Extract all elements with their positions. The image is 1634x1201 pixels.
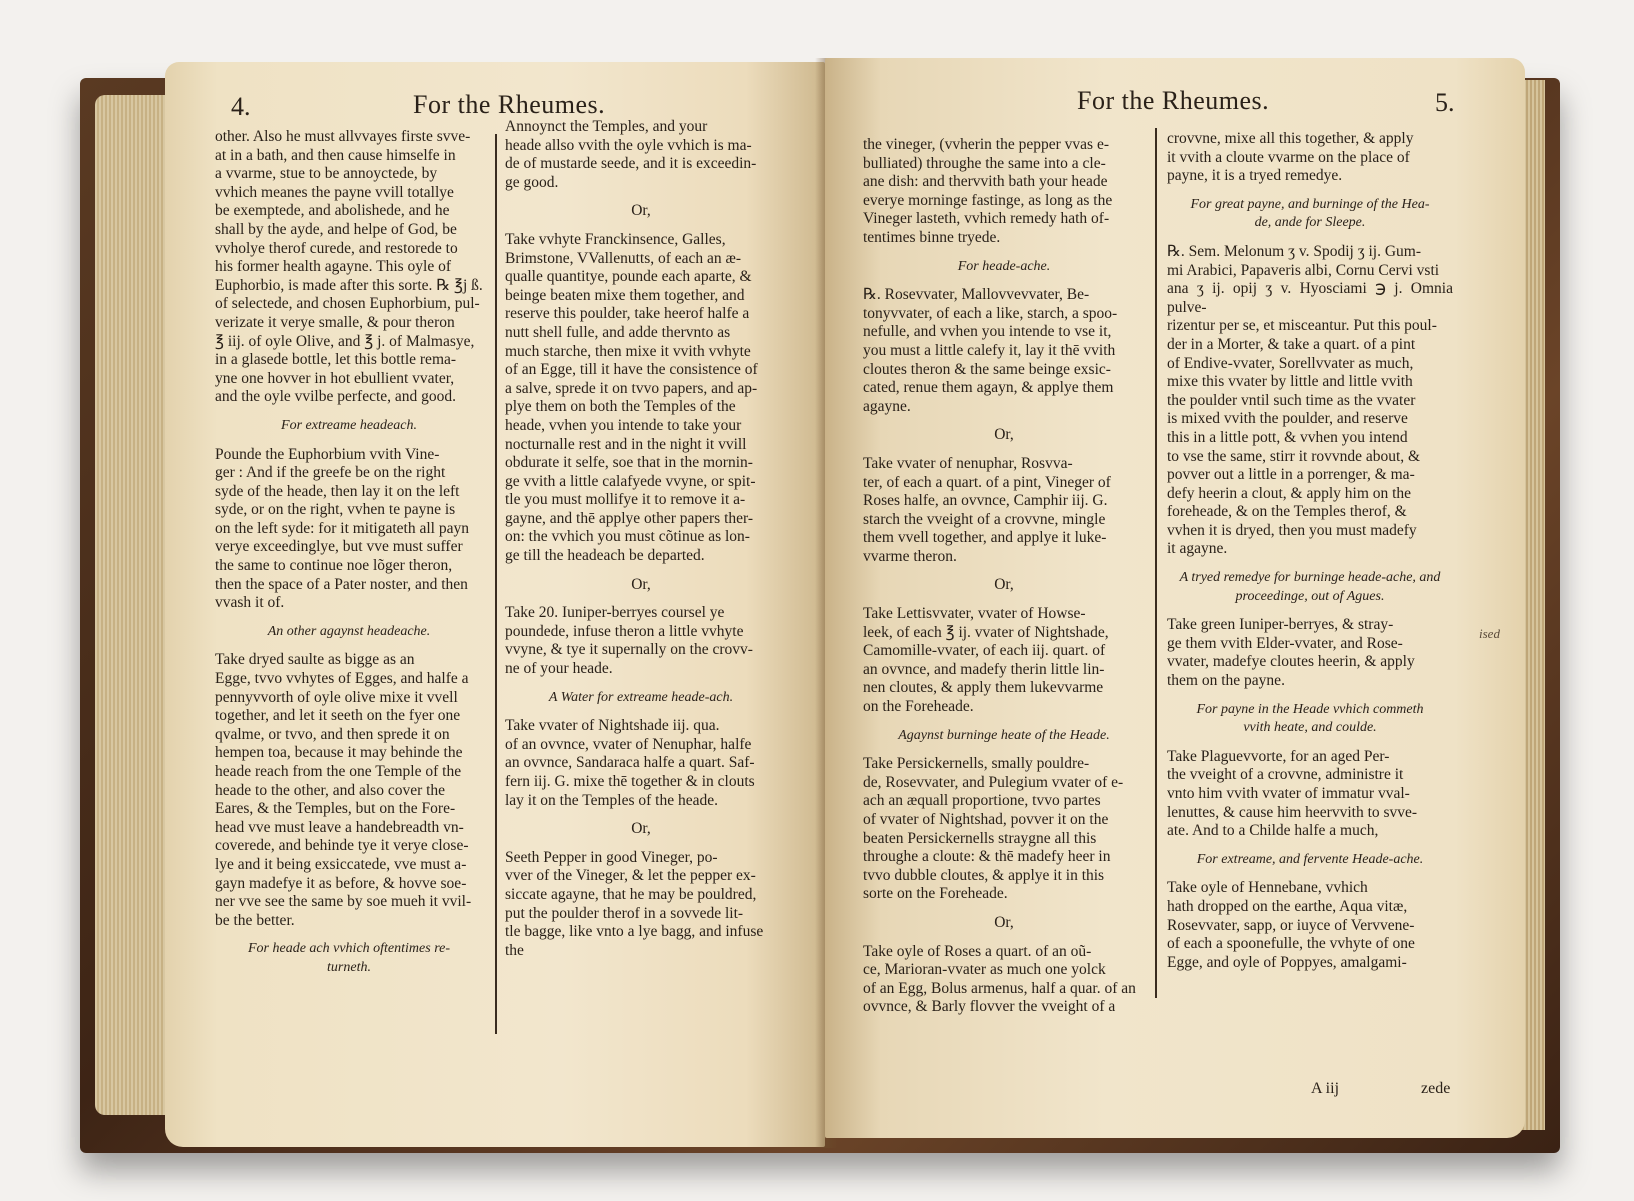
- paragraph: Take 20. Iuniper-berryes coursel ye poundede, infuse theron a little vvhyte vvyne, & tye it supernally on the crovv- ne of your heade.: [505, 604, 753, 678]
- recipe-heading: Agaynst burninge heate of the Heade.: [898, 727, 1110, 743]
- column-rule: [495, 134, 497, 1034]
- page-number: 4.: [231, 92, 251, 121]
- or-separator: Or,: [994, 576, 1014, 594]
- paragraph: Take vvater of nenuphar, Rosvva- ter, of each a quart. of a pint, Vineger of Roses halfe, an ovvnce, Camphir iij. G. starch the vveight of a crovvne, mingle them vvell together, and applye it luke- vvarme theron.: [863, 454, 1111, 565]
- paragraph: Take Lettisvvater, vvater of Howse- leek, of each ℥ ij. vvater of Nightshade, Camomille-vvater, of each iij. quart. of an ovvnce, and madefy therin little lin- nen cloutes, & apply them lukevvarme on the Foreheade.: [863, 605, 1109, 716]
- paragraph: ℞. Rosevvater, Mallovvevvater, Be- tonyvvater, of each a like, starch, a spoo- nefulle, and vvhen you intende to vse it, you must a little calefy it, lay it thē vvith cloutes theron & the same beinge exsic- cated, renue them agayn, & applye them agayne.: [863, 286, 1118, 415]
- signature-mark: A iij: [1311, 1080, 1340, 1097]
- left-page: [165, 62, 825, 1147]
- recipe-heading: For extreame headeach.: [281, 417, 417, 433]
- running-head: For the Rheumes.: [1077, 86, 1270, 115]
- paragraph: crovvne, mixe all this together, & apply it vvith a cloute vvarme on the place of payne, it is a tryed remedye.: [1167, 130, 1414, 185]
- recipe-heading: For heade ach vvhich oftentimes re- turneth.: [247, 941, 451, 975]
- paragraph: Take Plaguevvorte, for an aged Per- the vveight of a crovvne, administre it vnto him vvith vvater of immatur vval- lenuttes, & cause him heervvith to svve- ate. And to a Childe halfe a much,: [1167, 747, 1418, 840]
- left-column-2: [505, 118, 777, 964]
- recipe-heading: An other agaynst headeache.: [267, 623, 431, 639]
- right-page: [825, 58, 1525, 1138]
- or-separator: Or,: [994, 913, 1014, 931]
- paragraph: Take oyle of Roses a quart. of an oũ- ce, Marioran-vvater as much one yolck of an Egg, Bolus armenus, half a quar. of an ovvnce, & Barly flovver the vveight of a: [863, 942, 1136, 1016]
- paragraph: Take oyle of Hennebane, vvhich hath dropped on the earthe, Aqua vitæ, Rosevvater, sapp, or iuyce of Vervvene- of each a spoonefulle, the vvhyte of one Egge, and oyle of Poppyes, amalgami-: [1167, 879, 1415, 971]
- left-column-1: [215, 128, 483, 988]
- paragraph: other. Also he must allvvayes firste svve- at in a bath, and then cause himselfe in a vvarme, stue to be annoyctede, by vvhich meanes the payne vvill totallye be exemptede, and abolishede, and he shall by the ayde, and helpe of God, be vvholye therof curede, and restorede to his former health agayne. This oyle of Euphorbio, is made after this sorte. ℞ ℥j ß. of selectede, and chosen Euphorbium, pul- verizate it verye smalle, & pour theron ℥ iij. of oyle Olive, and ℥ j. of Malmasye, in a glasede bottle, let this bottle rema- yne one hovver in hot ebullient vvater, and the oyle vvilbe perfecte, and good.: [215, 128, 483, 406]
- right-column-2: [1167, 130, 1453, 976]
- or-separator: Or,: [631, 202, 651, 220]
- or-separator: Or,: [631, 575, 651, 593]
- paragraph: Annoynct the Temples, and your heade allso vvith the oyle vvhich is ma- de of mustarde seede, and it is exceedin- ge good.: [505, 118, 757, 191]
- margin-note: ised: [1479, 626, 1500, 641]
- paragraph: Take green Iuniper-berryes, & stray- ge them vvith Elder-vvater, and Rose- vvater, madefye cloutes heerin, & apply them on the payne.: [1167, 616, 1415, 690]
- catchword: zede: [1421, 1080, 1451, 1097]
- page-edges-left: [95, 95, 170, 1115]
- running-head: For the Rheumes.: [413, 90, 606, 119]
- recipe-heading: A tryed remedye for burninge heade-ache, and proceedinge, out of Agues.: [1179, 570, 1441, 604]
- paragraph: Take dryed saulte as bigge as an Egge, tvvo vvhytes of Egges, and halfe a pennyvvorth of oyle olive mixe it vvell together, and let it seeth on the fyer one qvalme, or tvvo, and then sprede it on hempen toa, because it may behinde the heade reach from the one Temple of the heade to the other, and also cover the Eares, & the Temples, but on the Fore- head vve must leave a handebreadth vn- coverede, and behinde tye it verye close- lye and it being exsiccatede, vve must a- gayn madefye it as before, & hovve soe- ner vve see the same by soe mueh it vvil- be the better.: [215, 651, 472, 929]
- right-column-1: [863, 136, 1145, 1021]
- recipe-heading: For great payne, and burninge of the Hea- de, ande for Sleepe.: [1190, 196, 1430, 231]
- page-number: 5.: [1435, 88, 1455, 117]
- paragraph: Take vvater of Nightshade iij. qua. of an ovvnce, vvater of Nenuphar, halfe an ovvnce, Sandaraca halfe a quart. Saf- fern iij. G. mixe thē together & in clouts lay it on the Temples of the heade.: [505, 717, 755, 809]
- or-separator: Or,: [994, 426, 1014, 444]
- column-rule: [1155, 128, 1157, 998]
- paragraph: Take Persickernells, smally pouldre- de, Rosevvater, and Pulegium vvater of e- ach an æquall proportione, tvvo partes of vvater of Nightshad, povver it on the beaten Persickernells straygne all this throughe a cloute: & thē madefy heer in tvvo dubble cloutes, & applye it in this sorte on the Foreheade.: [863, 755, 1124, 903]
- paragraph: Pounde the Euphorbium vvith Vine- ger : And if the greefe be on the right syde of the heade, then lay it on the left syde, or on the right, vvhen te payne is on the left syde: for it mitigateth all payn verye exceedinglye, but vve must suffer the same to continue noe lõger theron, then the space of a Pater noster, and then vvash it of.: [215, 445, 469, 612]
- paragraph: Take vvhyte Franckinsence, Galles, Brimstone, VVallenutts, of each an æ- qualle quantitye, pounde each aparte, & beinge beaten mixe them together, and reserve this poulder, take heerof halfe a nutt shell fulle, and adde thervnto as much starche, then mixe it vvith vvhyte of an Egge, till it have the consistence of a salve, sprede it on tvvo papers, and ap- plye them on both the Temples of the heade, vvhen you intende to take your nocturnalle rest and in the night it vvill obdurate it selfe, soe that in the mornin- ge vvith a little calafyede vvyne, or spit- tle you must mollifye it to remove it a- gayne, and thē applye other papers ther- on: the vvhich you must cõtinue as lon- ge till the headeach be departed.: [505, 230, 758, 565]
- recipe-heading: For extreame, and fervente Heade-ache.: [1196, 851, 1424, 867]
- or-separator: Or,: [631, 820, 651, 838]
- paragraph: ℞. Sem. Melonum ʒ v. Spodij ʒ ij. Gum- mi Arabici, Papaveris albi, Cornu Cervi vsti ana ʒ ij. opij ʒ v. Hyosciami ℈ j. Omnia pulve- rizentur per se, et misceantur. Put this poul- der in a Morter, & take a quart. of a pint of Endive-vvater, Sorellvvater as much, mixe this vvater by little and little vvith the poulder vntil such time as the vvater is mixed vvith the poulder, and reserve this in a little pott, & vvhen you intend to vse the same, stirr it rovvnde about, & povver out a little in a porrenger, & ma- defy heerin a clout, & apply him on the foreheade, & on the Temples therof, & vvhen it is dryed, then you must madefy it agayne.: [1167, 242, 1453, 558]
- recipe-heading: For payne in the Heade vvhich commeth vvith heate, and coulde.: [1196, 701, 1424, 736]
- paragraph: the vineger, (vvherin the pepper vvas e- bulliated) throughe the same into a cle- ane dish: and thervvith bath your heade everye morninge fastinge, as long as the Vineger lasteth, vvhich remedy hath of- tentimes binne tryede.: [863, 136, 1113, 246]
- paragraph: Seeth Pepper in good Vineger, po- vver of the Vineger, & let the pepper ex- siccate agayne, that he may be pouldred, put the poulder therof in a sovvede lit- tle bagge, like vnto a lye bagg, and infuse the: [505, 848, 764, 959]
- recipe-heading: For heade-ache.: [957, 258, 1051, 274]
- recipe-heading: A Water for extreame heade-ach.: [548, 689, 734, 705]
